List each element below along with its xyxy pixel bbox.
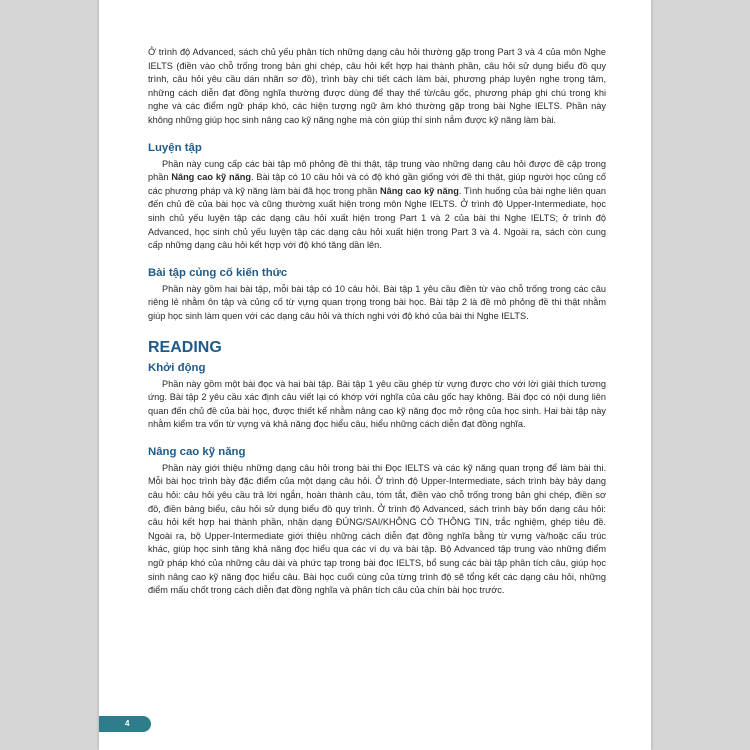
nang-cao-ky-nang-paragraph: Phần này giới thiệu những dạng câu hỏi trong bài thi Đọc IELTS và các kỹ năng quan trọng để làm bài thi. Mỗi bài học trình bày đặc điểm của một dạng câu hỏi. Ở trình độ Upper-Intermediate, sách trình bày bảy dạng câu hỏi: câu hỏi yêu cầu trả lời ngắn, hoàn thành câu, tóm tắt, điền vào chỗ trống trong bản ghi chép, điền sơ đồ, điền bảng biểu, câu hỏi sử dụng biểu đồ quy trình. Ở trình độ Advanced, sách trình bày bốn dạng câu hỏi: câu hỏi kết hợp hai thành phần, nhận dạng ĐÚNG/SAI/KHÔNG CÓ THÔNG TIN, trắc nghiệm, ghép tiêu đề. Ngoài ra, bộ Upper-Intermediate giới thiệu những cách diễn đạt đồng nghĩa bằng từ vựng và/hoặc cấu trúc khác, giúp học sinh tăng khả năng đọc hiểu qua các ví dụ và bài tập. Bộ Advanced tập trung vào những điểm ngữ pháp khó của những câu dài và phức tạp trong bài đọc IELTS, bổ sung các bài tập phân tích câu, giúp học sinh nâng cao kỹ năng đọc hiểu câu. Bài học cuối cùng của từng trình độ sẽ tổng kết các dạng câu hỏi, những điểm mấu chốt trong cách diễn đạt đồng nghĩa và phân tích câu của chín bài học trước. [148,462,606,596]
bai-tap-paragraph: Phần này gồm hai bài tập, mỗi bài tập có 10 câu hỏi. Bài tập 1 yêu cầu điền từ vào chỗ trống trong các câu riêng lẻ nhằm ôn tập và củng cố từ vựng quan trọng trong bài học. Bài tập 2 là đề mô phỏng đề thi thật nhằm giúp học sinh làm quen với các dạng câu hỏi và thích nghi với độ khó của bài thi Nghe IELTS. [148,283,606,321]
section-heading-nang-cao-ky-nang: Nâng cao kỹ năng [148,445,246,458]
section-heading-luyen-tap: Luyện tập [148,141,202,154]
section-heading-khoi-dong: Khởi động [148,361,206,374]
luyen-tap-bold-2: Nâng cao kỹ năng [379,185,459,196]
page-number: 4 [125,719,130,728]
khoi-dong-paragraph: Phần này gồm một bài đọc và hai bài tập. Bài tập 1 yêu cầu ghép từ vựng được cho với lời giải thích tương ứng. Bài tập 2 yêu cầu xác định câu viết lại có khớp với nghĩa của câu gốc hay không. Bài đọc có nội dung liên quan đến chủ đề của bài học, được thiết kế nhằm nâng cao kỹ năng đọc mở rộng của học sinh. Hai bài tập này nhằm kiểm tra vốn từ vựng và khả năng đọc hiểu câu, hiểu những cách diễn đạt đồng nghĩa. [148,378,606,430]
section-heading-bai-tap: Bài tập củng cố kiến thức [148,266,288,279]
section-title-reading: READING [148,338,222,356]
intro-paragraph: Ở trình độ Advanced, sách chủ yếu phân tích những dạng câu hỏi thường gặp trong Part 3 và 4 của môn Nghe IELTS (điền vào chỗ trống trong bản ghi chép, câu hỏi kết hợp hai thành phần, câu hỏi sử dụng biểu đồ quy trình, câu hỏi yêu cầu dán nhãn sơ đồ), trình bày chi tiết cách làm bài, phương pháp luyện nghe trọng tâm, những cách diễn đạt đồng nghĩa thường được dùng để thay thế từ/câu gốc, phương pháp ghi chú trong khi nghe và các điểm ngữ pháp khó, các hiện tượng ngữ âm khó thường gặp trong bài Nghe IELTS. Phần này không những giúp học sinh nâng cao kỹ năng nghe mà còn giúp thí sinh nắm được kỹ năng làm bài. [148,47,606,125]
page-content [148,46,606,598]
luyen-tap-text-1: Phần này cung cấp các bài tập mô phỏng đề thi thật, tập trung vào những dạng câu hỏi được đề cập trong phần [148,158,606,183]
luyen-tap-text-3: . Tình huống của bài nghe liên quan đến chủ đề của bài học và cũng thường xuất hiện trong môn Nghe IELTS. Ở trình độ Upper-Intermediate, học sinh chủ yếu luyện tập các dạng câu hỏi xuất hiện trong Part 1 và 2 của bài thi Nghe IELTS; ở trình độ Advanced, học sinh chủ yếu luyện tập các dạng câu hỏi xuất hiện trong Part 3 và 4. Ngoài ra, sách còn cung cấp những dạng câu hỏi kết hợp với độ khó tăng dần lên. [148,185,606,251]
luyen-tap-paragraph [148,158,606,253]
page-number-tab [99,716,151,732]
luyen-tap-text-2: . Bài tập có 10 câu hỏi và có độ khó gần giống với đề thi thật, giúp người học củng cố các phương pháp và kỹ năng làm bài đã học trong phần [148,172,606,196]
luyen-tap-bold-1: Nâng cao kỹ năng [171,172,251,183]
document-page [99,0,651,750]
